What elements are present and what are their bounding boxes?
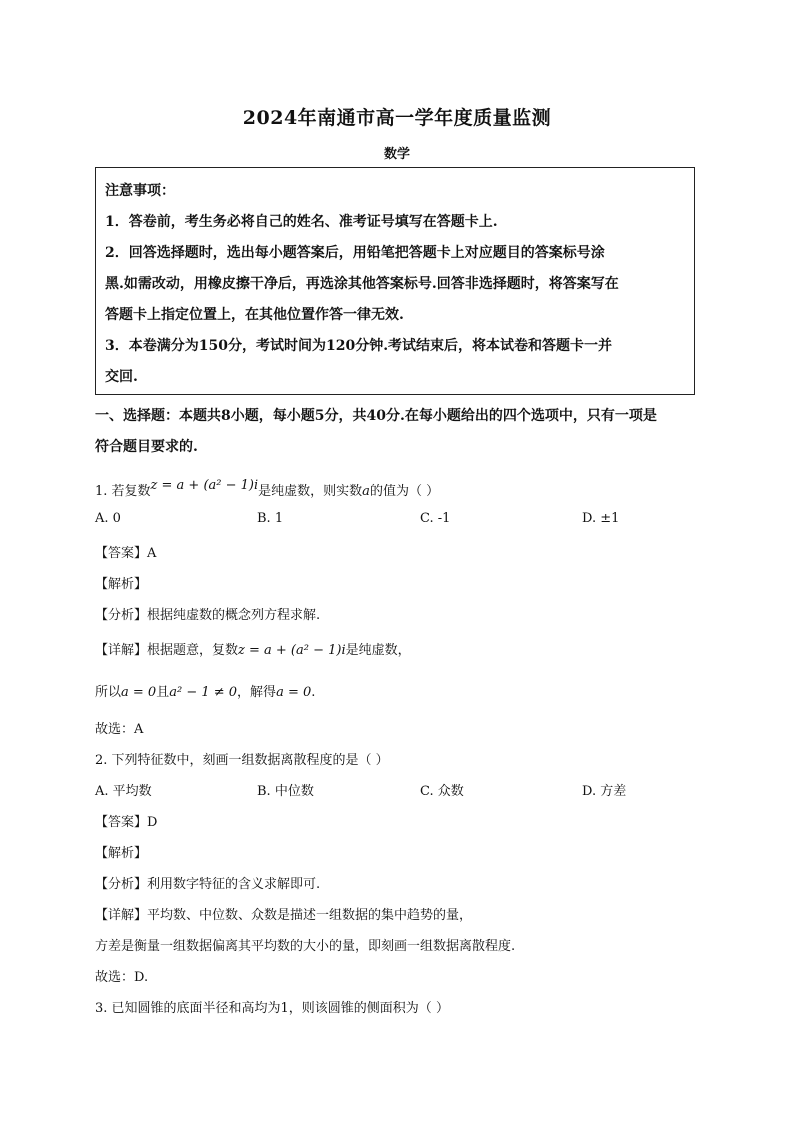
analysis-conclusion: 所以a = 0且a² − 1 ≠ 0，解得a = 0.: [95, 685, 316, 700]
analysis-xiangjie-cont: 方差是衡量一组数据偏离其平均数的大小的量，即刻画一组数据离散程度.: [95, 939, 516, 954]
page-subtitle: 数学: [383, 147, 410, 162]
notice-heading: 注意事项：: [105, 183, 175, 199]
option-d: D. 方差: [582, 784, 627, 799]
option-a: A. 平均数: [95, 784, 152, 799]
choose-line: 故选：A: [95, 722, 144, 737]
option-b: B. 中位数: [257, 784, 314, 799]
formula: a² − 1 ≠ 0: [169, 685, 238, 700]
formula: a = 0: [121, 685, 157, 700]
notice-line: 3．本卷满分为150分，考试时间为120分钟.考试结束后，将本试卷和答题卡一并: [105, 338, 613, 354]
option-a: A. 0: [95, 511, 121, 526]
analysis-fenxi: 【分析】根据纯虚数的概念列方程求解.: [95, 608, 321, 623]
choose-line: 故选：D.: [95, 970, 149, 985]
page-title: 2024年南通市高一学年度质量监测: [242, 107, 552, 129]
formula: z = a + (a² − 1)i: [150, 478, 259, 493]
question-1-stem: 1. 若复数z = a + (a² − 1)i是纯虚数，则实数a的值为（ ）: [95, 478, 440, 499]
answer-line: 【答案】A: [95, 546, 157, 561]
notice-line: 答题卡上指定位置上，在其他位置作答一律无效.: [105, 307, 404, 323]
question-2-stem: 2. 下列特征数中，刻画一组数据离散程度的是（ ）: [95, 753, 389, 768]
analysis-label: 【解析】: [95, 846, 148, 861]
option-d: D. ±1: [582, 511, 620, 526]
section-heading: 一、选择题：本题共8小题，每小题5分，共40分.在每小题给出的四个选项中，只有一项是: [95, 408, 657, 424]
notice-line: 交回.: [105, 369, 138, 385]
section-heading-cont: 符合题目要求的.: [95, 439, 198, 455]
notice-line: 2．回答选择题时，选出每小题答案后，用铅笔把答题卡上对应题目的答案标号涂: [105, 245, 605, 261]
notice-box: [95, 167, 695, 395]
formula: z = a + (a² − 1)i: [238, 643, 346, 658]
option-c: C. 众数: [420, 784, 464, 799]
option-b: B. 1: [257, 511, 284, 526]
analysis-xiangjie: 【详解】根据题意，复数z = a + (a² − 1)i是纯虚数，: [95, 643, 411, 658]
answer-line: 【答案】D: [95, 815, 158, 830]
analysis-fenxi: 【分析】利用数字特征的含义求解即可.: [95, 877, 321, 892]
question-3-stem: 3. 已知圆锥的底面半径和高均为1，则该圆锥的侧面积为（ ）: [95, 1001, 449, 1016]
formula: a = 0: [276, 685, 312, 700]
analysis-label: 【解析】: [95, 577, 148, 592]
option-c: C. -1: [420, 511, 451, 526]
notice-line: 1．答卷前，考生务必将自己的姓名、准考证号填写在答题卡上.: [105, 214, 498, 230]
notice-line: 黑.如需改动，用橡皮擦干净后，再选涂其他答案标号.回答非选择题时，将答案写在: [105, 276, 619, 292]
analysis-xiangjie: 【详解】平均数、中位数、众数是描述一组数据的集中趋势的量，: [95, 908, 473, 923]
